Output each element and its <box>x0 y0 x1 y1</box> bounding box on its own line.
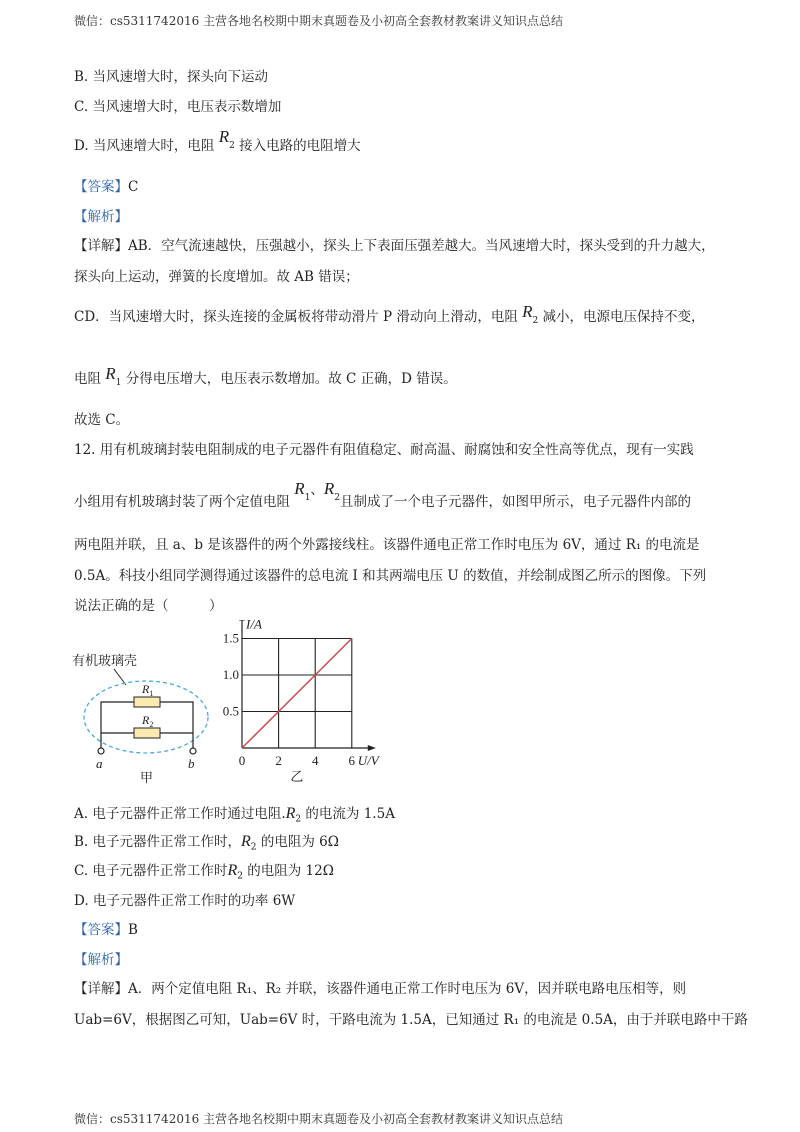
q11-option-d-var: R <box>218 127 230 146</box>
q11-answer-value: C <box>128 179 139 195</box>
q12-answer <box>74 918 138 938</box>
y-axis-arrow <box>239 620 245 621</box>
q12-stem-line5: 说法正确的是（ ） <box>74 598 223 614</box>
q11-option-d-sub: 2 <box>229 140 235 151</box>
q11-option-d-post: 接入电路的电阻增大 <box>234 138 361 154</box>
q11-option-b: B. 当风速增大时，探头向下运动 <box>74 69 269 85</box>
q12-option-c-pre: C. 电子元器件正常工作时 <box>74 863 228 879</box>
x-axis-arrow <box>368 745 376 751</box>
q11-detail-line3-var: R <box>522 302 533 321</box>
q12-option-a-var: R <box>285 805 296 822</box>
svg-text:R1 <box>141 682 153 698</box>
q12-answer-tag: 【答案】 <box>74 922 128 938</box>
r1-label: R <box>142 682 150 696</box>
q11-detail-line3-sub: 2 <box>532 315 539 326</box>
q11-answer <box>74 175 138 195</box>
q12-option-c-var: R <box>227 862 238 879</box>
series-line-0 <box>242 639 352 749</box>
x-tick-label-1: 2 <box>275 753 282 768</box>
q12-r1-var: R <box>294 479 305 498</box>
q12-stem-line2 <box>74 479 692 513</box>
q12-stem-line2-post: 且制成了一个电子元器件，如图甲所示，电子元器件内部的 <box>340 494 692 510</box>
q11-detail-line4-pre: 电阻 <box>74 371 101 387</box>
resistor-r2 <box>134 728 160 738</box>
q12-detail-tag: 【详解】 <box>74 981 128 997</box>
figure-jia-caption: 甲 <box>140 771 154 785</box>
q12-option-a-sub: 2 <box>295 814 302 825</box>
q12-detail-line1 <box>74 977 686 997</box>
shell-label: 有机玻璃壳 <box>72 654 138 669</box>
chart-caption: 乙 <box>290 770 304 785</box>
q12-stem-line3: 两电阻并联，且 a、b 是该器件的两个外露接线柱。该器件通电正常工作时电压为 6V，通过 R₁ 的电流是 <box>74 537 700 553</box>
q12-option-b <box>74 830 339 853</box>
q11-analysis-tag: 【解析】 <box>74 209 128 225</box>
q12-option-b-post: 的电阻为 6Ω <box>256 834 339 850</box>
page-header: 微信：cs5311742016 主营各地名校期中期末真题卷及小初高全套教材教案讲义知识点总结 <box>74 14 564 28</box>
q12-detail-text1: A．两个定值电阻 R₁、R₂ 并联，该器件通电正常工作时电压为 6V，因并联电路电压相等，则 <box>128 981 687 997</box>
q12-option-c-sub: 2 <box>237 871 243 882</box>
q12-answer-value: B <box>128 922 138 938</box>
terminal-b-label: b <box>188 756 195 771</box>
q12-stem-line2-pre: 小组用有机玻璃封装了两个定值电阻 <box>74 494 290 510</box>
q11-answer-tag: 【答案】 <box>74 179 128 195</box>
q12-option-a-pre: A. 电子元器件正常工作时通过电阻. <box>74 806 286 822</box>
q11-option-c: C. 当风速增大时，电压表示数增加 <box>74 99 282 115</box>
q12-option-d: D. 电子元器件正常工作时的功率 6W <box>74 893 296 909</box>
shell-pointer-line <box>114 669 126 685</box>
q12-r2-sub: 2 <box>334 492 341 503</box>
r1-label-sub: 1 <box>149 689 154 698</box>
r2-label-sub: 2 <box>149 720 154 729</box>
q12-r1-sub: 1 <box>304 492 311 503</box>
y-tick-label-1: 1.0 <box>222 667 239 682</box>
q12-detail-line2: Uab=6V，根据图乙可知，Uab=6V 时，干路电流为 1.5A，已知通过 R₁ 的电流是 0.5A，由于并联电路中干路 <box>74 1012 748 1028</box>
chart-series <box>242 639 352 749</box>
page-footer: 微信：cs5311742016 主营各地名校期中期末真题卷及小初高全套教材教案讲义知识点总结 <box>74 1112 564 1126</box>
q11-detail-line4 <box>74 364 457 390</box>
terminal-b <box>190 748 196 754</box>
figure-yi-chart <box>222 620 382 785</box>
q12-r-separator: 、 <box>310 482 324 498</box>
q11-detail-line3-pre: CD．当风速增大时，探头连接的金属板将带动滑片 P 滑动向上滑动，电阻 <box>74 309 518 325</box>
y-tick-label-0: 0.5 <box>222 703 239 719</box>
y-tick-label-2: 1.5 <box>222 630 239 646</box>
y-axis-label: I/A <box>246 620 262 632</box>
q12-analysis-tag: 【解析】 <box>74 952 128 968</box>
q11-detail-tag: 【详解】 <box>74 238 128 254</box>
terminal-a <box>98 748 104 754</box>
q12-stem-line4: 0.5A。科技小组同学测得通过该器件的总电流 I 和其两端电压 U 的数值，并绘制成图乙所示的图像。下列 <box>74 568 707 584</box>
q11-detail-line4-sub: 1 <box>115 377 122 388</box>
q12-option-a <box>74 802 395 825</box>
q11-detail-text1: AB．空气流速越快，压强越小，探头上下表面压强差越大。当风速增大时，探头受到的升力越大， <box>128 238 715 254</box>
figure-jia <box>68 645 218 785</box>
q12-option-a-post: 的电流为 1.5A <box>301 806 395 822</box>
terminal-a-label: a <box>96 756 103 771</box>
q11-option-d <box>74 127 361 157</box>
x-tick-label-2: 4 <box>311 753 319 768</box>
q12-option-c <box>74 859 334 882</box>
q11-detail-line4-var: R <box>105 364 116 383</box>
svg-text:R2 <box>141 713 153 729</box>
resistor-r1 <box>134 697 160 707</box>
q12-r2-var: R <box>323 479 335 498</box>
q11-option-d-pre: D. 当风速增大时，电阻 <box>74 138 215 154</box>
q11-detail-line3-post: 减小，电源电压保持不变， <box>538 309 705 325</box>
q12-option-b-var: R <box>241 833 251 850</box>
r2-label: R <box>142 713 150 727</box>
x-tick-label-0: 0 <box>238 753 246 768</box>
q12-option-b-pre: B. 电子元器件正常工作时， <box>74 834 242 850</box>
q12-option-c-post: 的电阻为 12Ω <box>242 863 334 879</box>
q12-option-b-sub: 2 <box>250 842 257 853</box>
x-tick-label-3: 6 <box>348 753 356 768</box>
q11-conclusion: 故选 C。 <box>74 412 130 428</box>
q11-detail-line1 <box>74 234 715 254</box>
chart-labels <box>223 620 381 785</box>
q11-detail-line2: 探头向上运动，弹簧的长度增加。故 AB 错误； <box>74 269 359 285</box>
q12-stem-line1: 12. 用有机玻璃封装电阻制成的电子元器件有阻值稳定、耐高温、耐腐蚀和安全性高等优点，现有一实践 <box>74 442 694 458</box>
q11-detail-line3 <box>74 302 705 328</box>
q11-detail-line4-post: 分得电压增大，电压表示数增加。故 C 正确，D 错误。 <box>121 371 457 387</box>
x-axis-label: U/V <box>357 753 379 768</box>
